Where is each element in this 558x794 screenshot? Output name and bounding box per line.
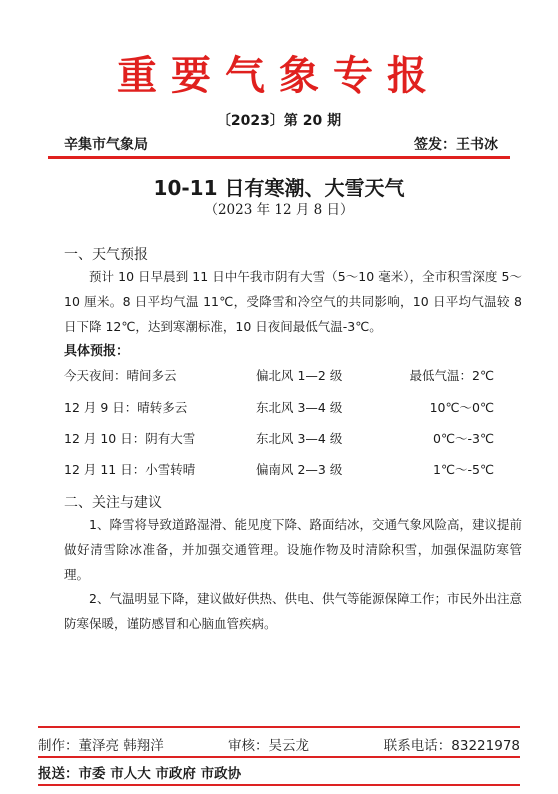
header-divider [48, 156, 510, 159]
forecast-temp: 1℃～-5℃ [433, 462, 494, 477]
forecast-wind: 东北风 3—4 级 [256, 431, 343, 446]
forecast-row [64, 460, 494, 480]
forecast-day: 今天夜间：晴间多云 [64, 368, 177, 383]
forecast-day: 12 月 11 日：小雪转晴 [64, 462, 196, 477]
signer: 签发：王书冰 [414, 137, 498, 153]
forecast-temp: 10℃～0℃ [429, 400, 494, 415]
forecast-day: 12 月 10 日：阴有大雪 [64, 431, 196, 446]
forecast-temp: 0℃～-3℃ [433, 431, 494, 446]
forecast-row [64, 366, 494, 386]
issuing-agency: 辛集市气象局 [64, 137, 148, 153]
forecast-day: 12 月 9 日：晴转多云 [64, 400, 188, 415]
footer-divider-bottom [38, 784, 520, 786]
forecast-wind: 偏北风 1—2 级 [256, 368, 343, 383]
detailed-forecast-label: 具体预报： [64, 344, 130, 359]
report-date: （2023 年 12 月 8 日） [204, 202, 354, 218]
forecast-wind: 东北风 3—4 级 [256, 400, 343, 415]
advice-paragraph-2: 2、气温明显下降，建议做好供热、供电、供气等能源保障工作；市民外出注意防寒保暖，谨防感冒和心脑血管疾病。 [64, 591, 522, 631]
section-forecast-title: 一、天气预报 [64, 247, 148, 263]
section-advice-title: 二、关注与建议 [64, 495, 162, 511]
contact-phone: 联系电话：83221978 [383, 738, 520, 754]
footer-divider-top [38, 726, 520, 728]
footer-divider-middle [38, 756, 520, 758]
forecast-wind: 偏南风 2—3 级 [256, 462, 343, 477]
document-masthead: 重要气象专报 [117, 52, 441, 99]
reviewer: 审核：吴云龙 [228, 738, 309, 754]
footer-credits [38, 734, 520, 754]
report-headline: 10-11 日有寒潮、大雪天气 [153, 176, 405, 200]
producer: 制作：董泽亮 韩翔洋 [38, 738, 164, 754]
forecast-row [64, 429, 494, 449]
forecast-temp: 最低气温：2℃ [409, 368, 494, 383]
forecast-row [64, 398, 494, 418]
forecast-paragraph: 预计 10 日早晨到 11 日中午我市阴有大雪（5～10 毫米），全市积雪深度 5～10 厘米。8 日平均气温 11℃，受降雪和冷空气的共同影响，10 日平均气温较 8 日下降 12℃，达到寒潮标准，10 日夜间最低气温-3℃。 [64, 269, 522, 334]
issue-number: 〔2023〕第 20 期 [216, 113, 342, 129]
distribution-list: 报送：市委 市人大 市政府 市政协 [38, 766, 242, 782]
advice-paragraph-1: 1、降雪将导致道路湿滑、能见度下降、路面结冰，交通气象风险高，建议提前做好清雪除冰准备，并加强交通管理。设施作物及时清除积雪，加强保温防寒管理。 [64, 517, 522, 582]
